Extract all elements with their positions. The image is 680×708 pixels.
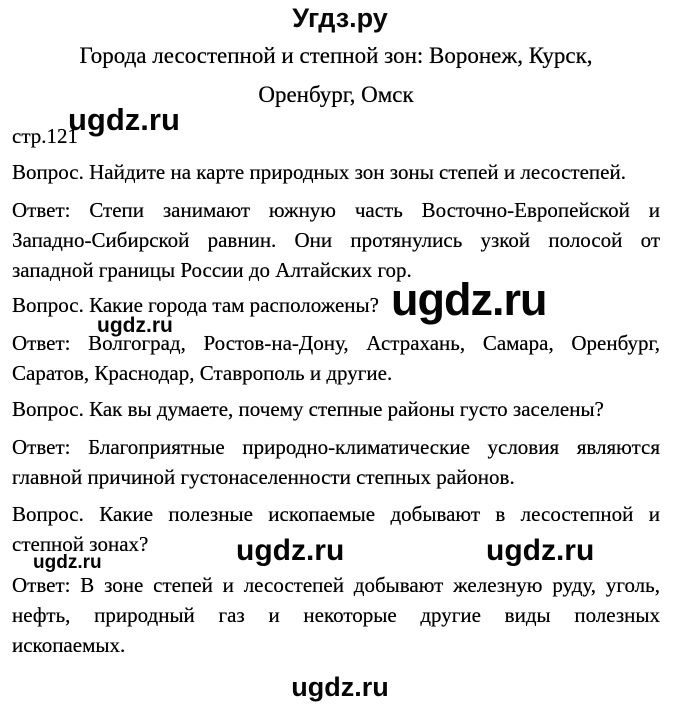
watermark: ugdz.ru xyxy=(391,274,547,325)
answer-line: Саратов, Краснодар, Ставрополь и другие. xyxy=(12,361,393,385)
question-line: Вопрос. Какие города там расположены? xyxy=(12,293,379,317)
watermark: ugdz.ru xyxy=(236,534,345,567)
watermark: ugdz.ru xyxy=(291,672,389,702)
watermark: ugdz.ru xyxy=(68,102,180,137)
answer-line: Ответ: Благоприятные природно-климатические условия являются xyxy=(12,435,660,459)
watermark: ugdz.ru xyxy=(33,552,102,573)
question-line: степной зонах? xyxy=(12,532,149,556)
answer-line: нефть, природный газ и некоторые другие виды полезных xyxy=(12,603,660,627)
answer-line: западной границы России до Алтайских гор. xyxy=(12,258,412,282)
question-line: Вопрос. Как вы думаете, почему степные районы густо заселены? xyxy=(12,397,604,421)
site-brand: Угдз.ру xyxy=(292,3,388,33)
answer-line: главной причиной густонаселенности степных районов. xyxy=(12,465,515,489)
answer-line: Ответ: Степи занимают южную часть Восточно-Европейской и xyxy=(12,198,660,222)
answer-line: Ответ: Волгоград, Ростов-на-Дону, Астрахань, Самара, Оренбург, xyxy=(12,331,660,355)
question-line: Вопрос. Найдите на карте природных зон зоны степей и лесостепей. xyxy=(12,160,626,184)
question-line: Вопрос. Какие полезные ископаемые добывают в лесостепной и xyxy=(12,502,660,526)
page-reference: стр.121 xyxy=(12,124,79,148)
answer-line: ископаемых. xyxy=(12,633,126,657)
page-title-line-1: Города лесостепной и степной зон: Воронеж, Курск, xyxy=(79,43,593,68)
watermark: ugdz.ru xyxy=(486,534,595,567)
watermark: ugdz.ru xyxy=(97,314,173,337)
answer-line: Ответ: В зоне степей и лесостепей добывают железную руду, уголь, xyxy=(12,573,660,597)
page-title-line-2: Оренбург, Омск xyxy=(258,82,414,107)
answer-line: Западно-Сибирской равнин. Они протянулись узкой полосой от xyxy=(12,228,660,252)
